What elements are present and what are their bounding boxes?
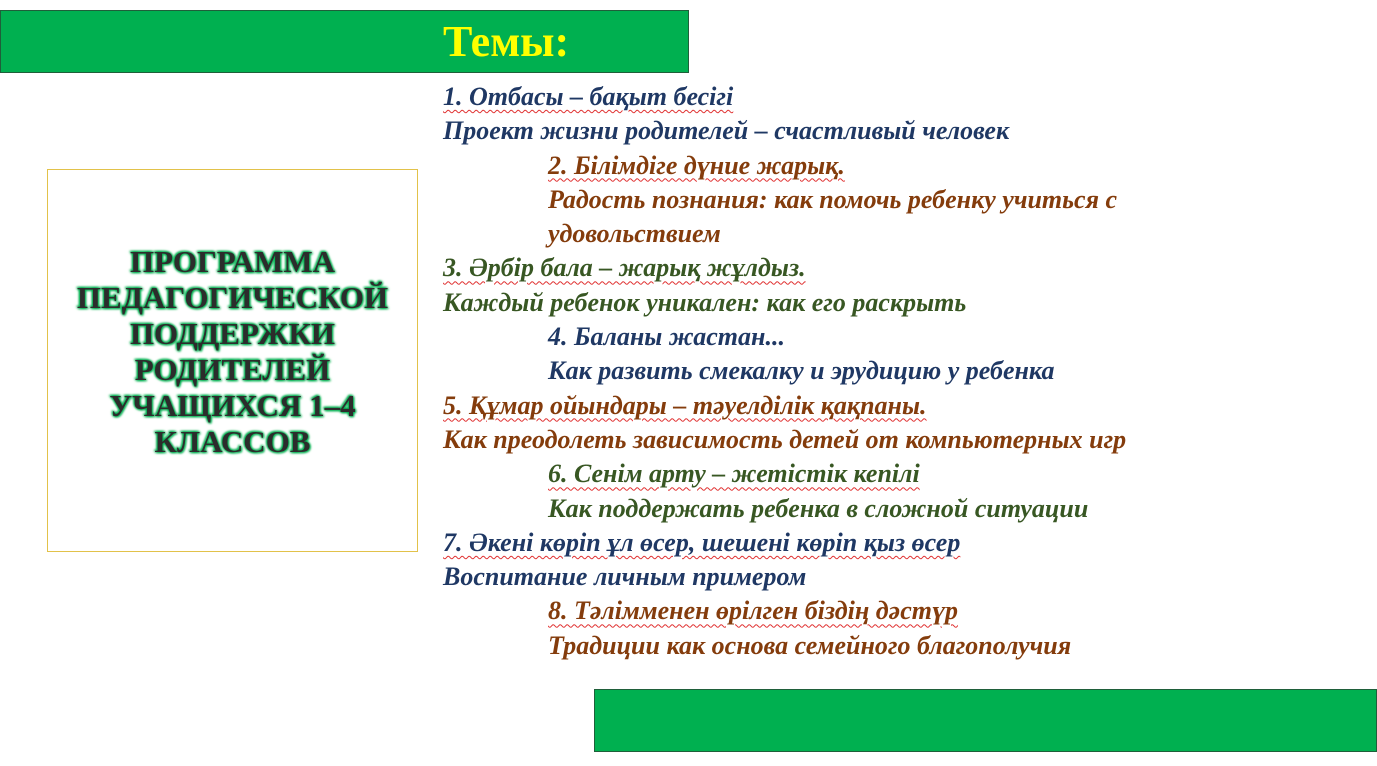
topic-5-russian: Как преодолеть зависимость детей от компьютерных игр xyxy=(443,424,1127,454)
top-green-bar xyxy=(0,10,689,73)
topic-4-kazakh: 4. Баланы жастан... xyxy=(548,322,785,352)
topic-8-kazakh: 8. Тәлімменен өрілген біздің дәстүр xyxy=(548,596,958,626)
program-title: ПРОГРАММА ПЕДАГОГИЧЕСКОЙ ПОДДЕРЖКИ РОДИТЕЛЕЙ УЧАЩИХСЯ 1–4 КЛАССОВ xyxy=(76,243,389,459)
topic-6-russian: Как поддержать ребенка в сложной ситуации xyxy=(548,493,1089,523)
topic-5-kazakh: 5. Құмар ойындары – тәуелділік қақпаны. xyxy=(443,390,927,420)
bottom-green-bar xyxy=(594,689,1377,752)
topic-7-kazakh: 7. Әкені көріп ұл өсер, шешені көріп қыз өсер xyxy=(443,527,961,557)
topic-1-kazakh: 1. Отбасы – бақыт бесігі xyxy=(443,82,734,111)
topics-list xyxy=(443,80,1363,663)
topic-2-kazakh: 2. Білімдіге дүние жарық. xyxy=(548,150,845,180)
topic-1-russian: Проект жизни родителей – счастливый человек xyxy=(443,116,1010,146)
slide-title: Темы: xyxy=(443,17,570,66)
topic-3-kazakh: 3. Әрбір бала – жарық жұлдыз. xyxy=(443,253,806,283)
topic-4-russian: Как развить смекалку и эрудицию у ребенка xyxy=(548,356,1055,386)
topic-7-russian: Воспитание личным примером xyxy=(443,562,807,592)
topic-6-kazakh: 6. Сенім арту – жетістік кепілі xyxy=(548,459,920,489)
topic-3-russian: Каждый ребенок уникален: как его раскрыть xyxy=(443,287,967,317)
program-title-box xyxy=(47,169,418,552)
topic-2-russian: Радость познания: как помочь ребенку учиться с удовольствием xyxy=(548,184,1118,249)
topic-8-russian: Традиции как основа семейного благополучия xyxy=(548,630,1072,660)
